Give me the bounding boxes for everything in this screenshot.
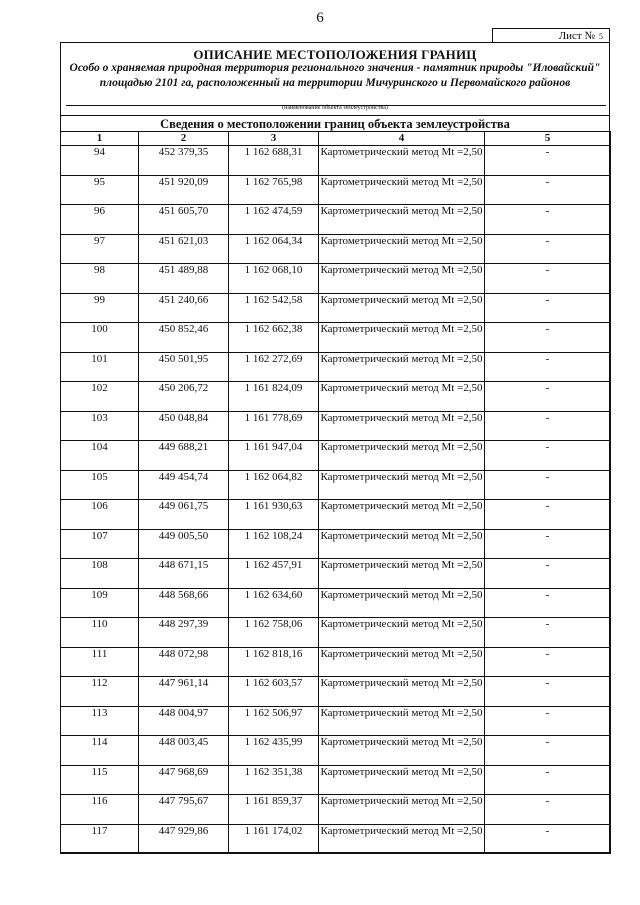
method-cell: Картометрический метод Mt =2,50 [319, 706, 485, 736]
note-cell: - [485, 234, 611, 264]
point-number-cell: 103 [61, 411, 139, 441]
note-cell: - [485, 264, 611, 294]
table-row [61, 441, 611, 471]
y-coordinate-cell: 1 161 947,04 [229, 441, 319, 471]
note-cell: - [485, 146, 611, 176]
note-cell: - [485, 824, 611, 854]
x-coordinate-cell: 448 671,15 [139, 559, 229, 589]
x-coordinate-cell: 452 379,35 [139, 146, 229, 176]
y-coordinate-cell: 1 162 542,58 [229, 293, 319, 323]
table-row [61, 470, 611, 500]
point-number-cell: 98 [61, 264, 139, 294]
point-number-cell: 110 [61, 618, 139, 648]
method-cell: Картометрический метод Mt =2,50 [319, 824, 485, 854]
table-row [61, 706, 611, 736]
document-title: ОПИСАНИЕ МЕСТОПОЛОЖЕНИЯ ГРАНИЦ [193, 47, 477, 62]
y-coordinate-cell: 1 162 758,06 [229, 618, 319, 648]
y-coordinate-cell: 1 162 634,60 [229, 588, 319, 618]
table-row [61, 352, 611, 382]
note-cell: - [485, 470, 611, 500]
y-coordinate-cell: 1 162 108,24 [229, 529, 319, 559]
point-number-cell: 97 [61, 234, 139, 264]
table-row [61, 529, 611, 559]
method-cell: Картометрический метод Mt =2,50 [319, 529, 485, 559]
table-row [61, 559, 611, 589]
y-coordinate-cell: 1 162 474,59 [229, 205, 319, 235]
sheet-label: Лист № [558, 30, 595, 42]
note-cell: - [485, 647, 611, 677]
x-coordinate-cell: 450 501,95 [139, 352, 229, 382]
boundary-coordinates-table [60, 131, 611, 854]
y-coordinate-cell: 1 162 064,34 [229, 234, 319, 264]
col-header: 5 [485, 132, 611, 146]
y-coordinate-cell: 1 162 351,38 [229, 765, 319, 795]
x-coordinate-cell: 450 206,72 [139, 382, 229, 412]
note-cell: - [485, 293, 611, 323]
method-cell: Картометрический метод Mt =2,50 [319, 264, 485, 294]
note-cell: - [485, 529, 611, 559]
table-row [61, 500, 611, 530]
method-cell: Картометрический метод Mt =2,50 [319, 411, 485, 441]
y-coordinate-cell: 1 161 778,69 [229, 411, 319, 441]
point-number-cell: 111 [61, 647, 139, 677]
col-header: 3 [229, 132, 319, 146]
table-row [61, 264, 611, 294]
table-row [61, 382, 611, 412]
method-cell: Картометрический метод Mt =2,50 [319, 500, 485, 530]
y-coordinate-cell: 1 161 174,02 [229, 824, 319, 854]
note-cell: - [485, 500, 611, 530]
x-coordinate-cell: 447 968,69 [139, 765, 229, 795]
method-cell: Картометрический метод Mt =2,50 [319, 382, 485, 412]
table-row [61, 824, 611, 854]
note-cell: - [485, 677, 611, 707]
table-row [61, 323, 611, 353]
method-cell: Картометрический метод Mt =2,50 [319, 205, 485, 235]
x-coordinate-cell: 448 003,45 [139, 736, 229, 766]
table-row [61, 677, 611, 707]
method-cell: Картометрический метод Mt =2,50 [319, 736, 485, 766]
point-number-cell: 106 [61, 500, 139, 530]
x-coordinate-cell: 448 568,66 [139, 588, 229, 618]
note-cell: - [485, 323, 611, 353]
x-coordinate-cell: 450 048,84 [139, 411, 229, 441]
note-cell: - [485, 175, 611, 205]
note-cell: - [485, 382, 611, 412]
table-row [61, 765, 611, 795]
col-header: 2 [139, 132, 229, 146]
point-number-cell: 95 [61, 175, 139, 205]
y-coordinate-cell: 1 162 662,38 [229, 323, 319, 353]
x-coordinate-cell: 451 240,66 [139, 293, 229, 323]
method-cell: Картометрический метод Mt =2,50 [319, 441, 485, 471]
note-cell: - [485, 559, 611, 589]
object-caption: (наименование объекта землеустройства) [282, 105, 388, 111]
method-cell: Картометрический метод Mt =2,50 [319, 470, 485, 500]
table-row [61, 234, 611, 264]
table-row [61, 647, 611, 677]
method-cell: Картометрический метод Mt =2,50 [319, 175, 485, 205]
y-coordinate-cell: 1 161 859,37 [229, 795, 319, 825]
method-cell: Картометрический метод Mt =2,50 [319, 618, 485, 648]
y-coordinate-cell: 1 162 272,69 [229, 352, 319, 382]
y-coordinate-cell: 1 162 765,98 [229, 175, 319, 205]
table-row [61, 146, 611, 176]
note-cell: - [485, 441, 611, 471]
table-row [61, 795, 611, 825]
y-coordinate-cell: 1 162 068,10 [229, 264, 319, 294]
x-coordinate-cell: 449 454,74 [139, 470, 229, 500]
point-number-cell: 101 [61, 352, 139, 382]
point-number-cell: 102 [61, 382, 139, 412]
point-number-cell: 114 [61, 736, 139, 766]
note-cell: - [485, 588, 611, 618]
method-cell: Картометрический метод Mt =2,50 [319, 588, 485, 618]
table-row [61, 736, 611, 766]
table-header-row [61, 132, 611, 146]
x-coordinate-cell: 451 489,88 [139, 264, 229, 294]
y-coordinate-cell: 1 162 064,82 [229, 470, 319, 500]
point-number-cell: 94 [61, 146, 139, 176]
point-number-cell: 109 [61, 588, 139, 618]
table-row [61, 618, 611, 648]
y-coordinate-cell: 1 162 435,99 [229, 736, 319, 766]
note-cell: - [485, 736, 611, 766]
point-number-cell: 113 [61, 706, 139, 736]
method-cell: Картометрический метод Mt =2,50 [319, 765, 485, 795]
table-row [61, 588, 611, 618]
note-cell: - [485, 205, 611, 235]
method-cell: Картометрический метод Mt =2,50 [319, 293, 485, 323]
note-cell: - [485, 765, 611, 795]
note-cell: - [485, 411, 611, 441]
x-coordinate-cell: 451 621,03 [139, 234, 229, 264]
point-number-cell: 112 [61, 677, 139, 707]
table-row [61, 293, 611, 323]
note-cell: - [485, 352, 611, 382]
sheet-number: 5 [599, 32, 603, 41]
object-description: Особо о храняемая природная территория регионального значения - памятник природы "Иловайский" площадью 2101 га, расположенный на территории Мичуринского и Первомайского районов [69, 62, 601, 89]
col-header: 4 [319, 132, 485, 146]
table-row [61, 175, 611, 205]
method-cell: Картометрический метод Mt =2,50 [319, 323, 485, 353]
point-number-cell: 104 [61, 441, 139, 471]
x-coordinate-cell: 449 688,21 [139, 441, 229, 471]
point-number-cell: 108 [61, 559, 139, 589]
point-number-cell: 117 [61, 824, 139, 854]
method-cell: Картометрический метод Mt =2,50 [319, 559, 485, 589]
section-title: Сведения о местоположении границ объекта землеустройства [60, 115, 610, 131]
y-coordinate-cell: 1 162 818,16 [229, 647, 319, 677]
note-cell: - [485, 618, 611, 648]
page-number: 6 [316, 10, 324, 26]
table-row [61, 411, 611, 441]
y-coordinate-cell: 1 162 688,31 [229, 146, 319, 176]
point-number-cell: 115 [61, 765, 139, 795]
x-coordinate-cell: 448 297,39 [139, 618, 229, 648]
point-number-cell: 116 [61, 795, 139, 825]
method-cell: Картометрический метод Mt =2,50 [319, 795, 485, 825]
point-number-cell: 105 [61, 470, 139, 500]
y-coordinate-cell: 1 162 457,91 [229, 559, 319, 589]
table-row [61, 205, 611, 235]
x-coordinate-cell: 450 852,46 [139, 323, 229, 353]
point-number-cell: 100 [61, 323, 139, 353]
col-header: 1 [61, 132, 139, 146]
x-coordinate-cell: 447 961,14 [139, 677, 229, 707]
x-coordinate-cell: 447 929,86 [139, 824, 229, 854]
method-cell: Картометрический метод Mt =2,50 [319, 234, 485, 264]
x-coordinate-cell: 448 004,97 [139, 706, 229, 736]
x-coordinate-cell: 448 072,98 [139, 647, 229, 677]
x-coordinate-cell: 451 920,09 [139, 175, 229, 205]
method-cell: Картометрический метод Mt =2,50 [319, 677, 485, 707]
y-coordinate-cell: 1 161 930,63 [229, 500, 319, 530]
y-coordinate-cell: 1 162 506,97 [229, 706, 319, 736]
x-coordinate-cell: 447 795,67 [139, 795, 229, 825]
y-coordinate-cell: 1 161 824,09 [229, 382, 319, 412]
method-cell: Картометрический метод Mt =2,50 [319, 352, 485, 382]
note-cell: - [485, 706, 611, 736]
y-coordinate-cell: 1 162 603,57 [229, 677, 319, 707]
x-coordinate-cell: 449 005,50 [139, 529, 229, 559]
sheet-number-box [492, 28, 610, 43]
x-coordinate-cell: 449 061,75 [139, 500, 229, 530]
method-cell: Картометрический метод Mt =2,50 [319, 647, 485, 677]
method-cell: Картометрический метод Mt =2,50 [319, 146, 485, 176]
x-coordinate-cell: 451 605,70 [139, 205, 229, 235]
point-number-cell: 96 [61, 205, 139, 235]
note-cell: - [485, 795, 611, 825]
point-number-cell: 99 [61, 293, 139, 323]
point-number-cell: 107 [61, 529, 139, 559]
